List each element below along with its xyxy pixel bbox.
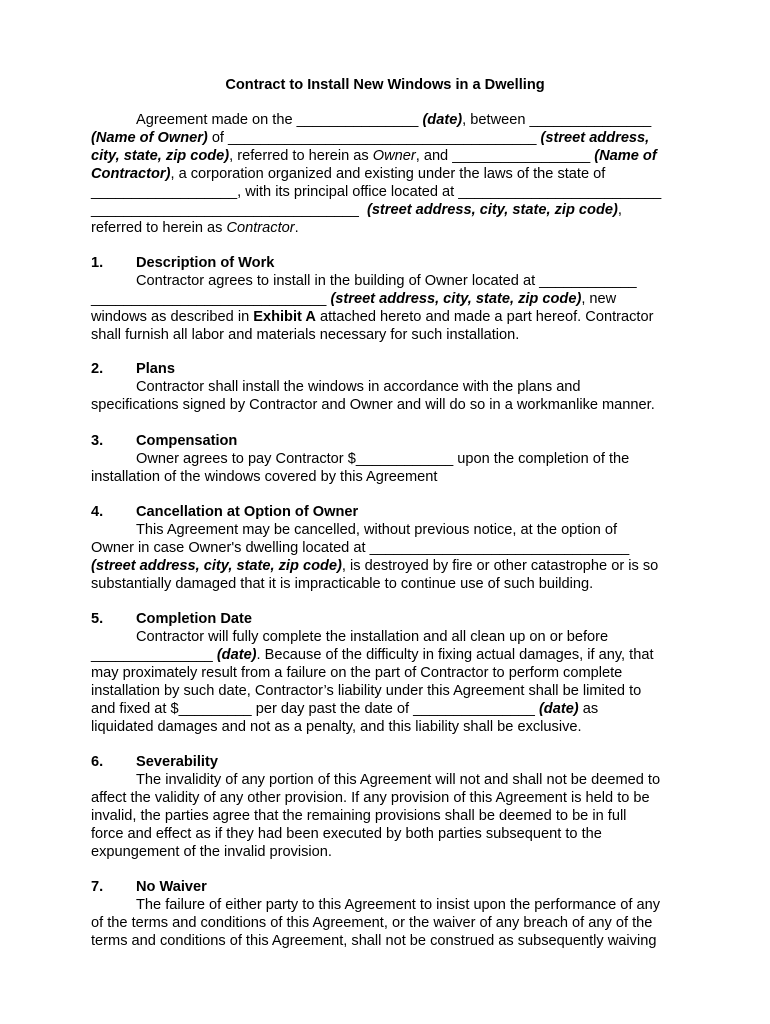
section-line: specifications signed by Contractor and Owner and will do so in a workmanlike manner. (91, 397, 655, 413)
section-heading: 5. Completion Date (91, 611, 252, 627)
section-line: _____________________________ (street address, city, state, zip code), new (91, 291, 617, 307)
section-severability (91, 753, 681, 861)
section-line: terms and conditions of this Agreement, shall not be construed as subsequently waiving (91, 933, 657, 949)
section-line: liquidated damages and not as a penalty, and this liability shall be exclusive. (91, 719, 582, 735)
section-heading: 4. Cancellation at Option of Owner (91, 504, 359, 520)
preamble (91, 111, 681, 237)
section-heading: 2. Plans (91, 361, 175, 377)
section-line: This Agreement may be cancelled, without previous notice, at the option of (136, 522, 618, 538)
preamble-line: (Name of Owner) of ______________________________________ (street address, (91, 130, 650, 146)
section-completion-date (91, 610, 681, 736)
section-line: installation by such date, Contractor’s liability under this Agreement shall be limited to (91, 683, 642, 699)
section-line: affect the validity of any other provision. If any provision of this Agreement is held to be (91, 790, 650, 806)
section-heading: 7. No Waiver (91, 879, 207, 895)
section-line: and fixed at $_________ per day past the date of _______________ (date) as (91, 701, 599, 717)
section-line: Contractor shall install the windows in accordance with the plans and (136, 379, 581, 395)
section-line: may proximately result from a failure on the part of Contractor to perform complete (91, 665, 623, 681)
section-compensation (91, 432, 681, 486)
section-line: _______________ (date). Because of the difficulty in fixing actual damages, if any, that (91, 647, 654, 663)
section-line: of the terms and conditions of this Agreement, or the waiver of any breach of any of the (91, 915, 653, 931)
section-line: invalid, the parties agree that the remaining provisions shall be deemed to be in full (91, 808, 627, 824)
section-line: The failure of either party to this Agreement to insist upon the performance of any (136, 897, 661, 913)
section-no-waiver (91, 878, 681, 950)
section-line: substantially damaged that it is impracticable to continue use of such building. (91, 576, 594, 592)
preamble-line: Contractor), a corporation organized and existing under the laws of the state of (91, 166, 606, 182)
section-line: The invalidity of any portion of this Agreement will not and shall not be deemed to (136, 772, 661, 788)
section-line: Owner agrees to pay Contractor $____________ upon the completion of the (136, 451, 630, 467)
section-line: expungement of the invalid provision. (91, 844, 332, 860)
section-plans (91, 360, 681, 414)
section-line: shall furnish all labor and materials necessary for such installation. (91, 327, 520, 343)
section-line: Contractor will fully complete the installation and all clean up on or before (136, 629, 609, 645)
section-line: windows as described in Exhibit A attached hereto and made a part hereof. Contractor (91, 309, 654, 325)
preamble-line: Agreement made on the _______________ (date), between _______________ (136, 112, 652, 128)
section-line: force and effect as if they had been executed by both parties subsequent to the (91, 826, 602, 842)
section-line: Contractor agrees to install in the building of Owner located at ____________ (136, 273, 637, 289)
section-line: Owner in case Owner's dwelling located at ________________________________ (91, 540, 630, 556)
preamble-line: _________________________________ (street address, city, state, zip code), (91, 202, 622, 218)
preamble-line: city, state, zip code), referred to herein as Owner, and _________________ (Name of (91, 148, 657, 164)
section-line: (street address, city, state, zip code), is destroyed by fire or other catastrophe or is so (91, 558, 659, 574)
section-line: installation of the windows covered by this Agreement (91, 469, 438, 485)
document-title: Contract to Install New Windows in a Dwelling (225, 77, 545, 93)
section-heading: 1. Description of Work (91, 255, 275, 271)
section-description-of-work (91, 254, 681, 344)
section-cancellation (91, 503, 681, 593)
section-heading: 6. Severability (91, 754, 218, 770)
preamble-line: referred to herein as Contractor. (91, 220, 299, 236)
section-heading: 3. Compensation (91, 433, 238, 449)
preamble-line: __________________, with its principal office located at _________________________ (91, 184, 662, 200)
